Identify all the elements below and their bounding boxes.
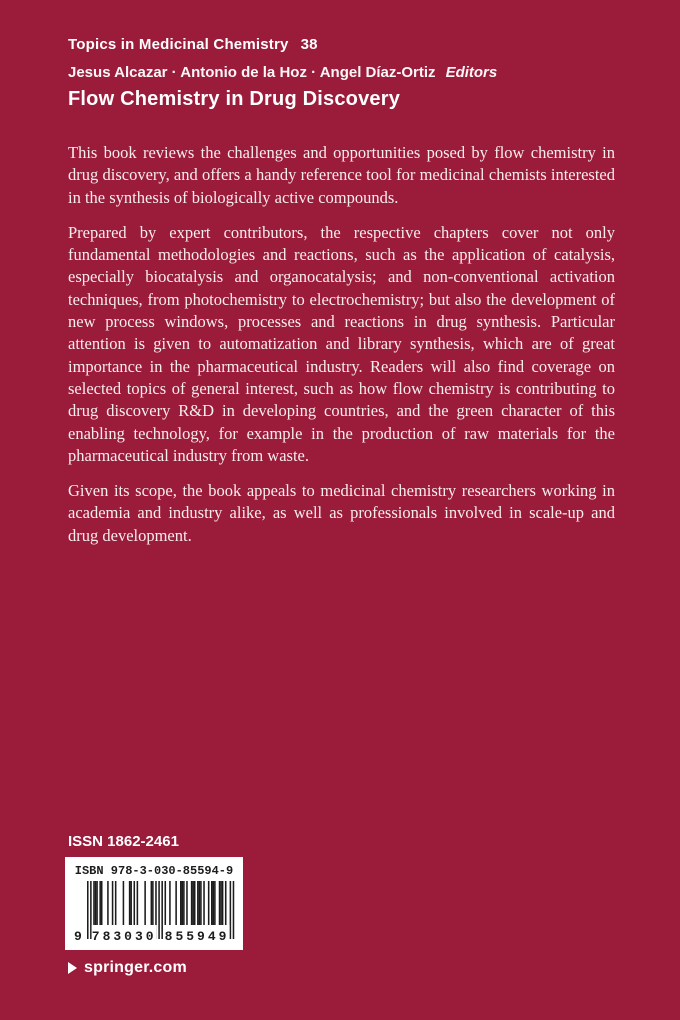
book-title: Flow Chemistry in Drug Discovery [68,88,401,110]
issn-label: ISSN 1862-2461 [68,833,179,850]
blurb-paragraph: This book reviews the challenges and opportunities posed by flow chemistry in drug discovery, and offers a handy reference tool for medicinal chemists interested in the synthesis of biologically active compounds. [68,143,615,207]
series-line [68,36,624,53]
back-cover-blurb [68,142,615,560]
series-volume: 38 [300,36,318,53]
publisher-url: springer.com [84,959,187,976]
ean13-barcode-icon [73,881,235,945]
barcode-box [65,857,243,950]
editor-names: Jesus Alcazar · Antonio de la Hoz · Angel Díaz-Ortiz [68,64,436,81]
barcode-digit-left: 9 [74,929,82,944]
series-title: Topics in Medicinal Chemistry [68,36,289,53]
blurb-paragraph: Prepared by expert contributors, the respective chapters cover not only fundamental methodologies and reactions, such as the application of catalysis, especially biocatalysis and organocatalysis; and non-conventional activation techniques, from photochemistry to electrochemistry; but also the development of new process windows, processes and reactions in drug synthesis. Particular attention is given to automatization and library synthesis, which are of great importance in the pharmaceutical industry. Readers will also find coverage on selected topics of general interest, such as how flow chemistry is contributing to drug discovery R&D in developing countries, and the green character of this enabling technology, for example in the production of raw materials for the pharmaceutical industry from waste. [68,222,615,465]
editors-line [68,64,624,81]
editors-label: Editors [445,64,498,81]
isbn-label: ISBN 978-3-030-85594-9 [74,864,234,878]
barcode-digits-group1: 783030 [91,929,157,944]
blurb-paragraph: Given its scope, the book appeals to medicinal chemistry researchers working in academia and industry alike, as well as professionals involved in scale-up and drug development. [68,481,615,545]
cover-footer [68,833,243,977]
arrow-right-icon [68,962,77,974]
cover-header [68,36,624,111]
barcode-digits-group2: 855949 [164,929,230,944]
publisher-line [68,959,243,977]
